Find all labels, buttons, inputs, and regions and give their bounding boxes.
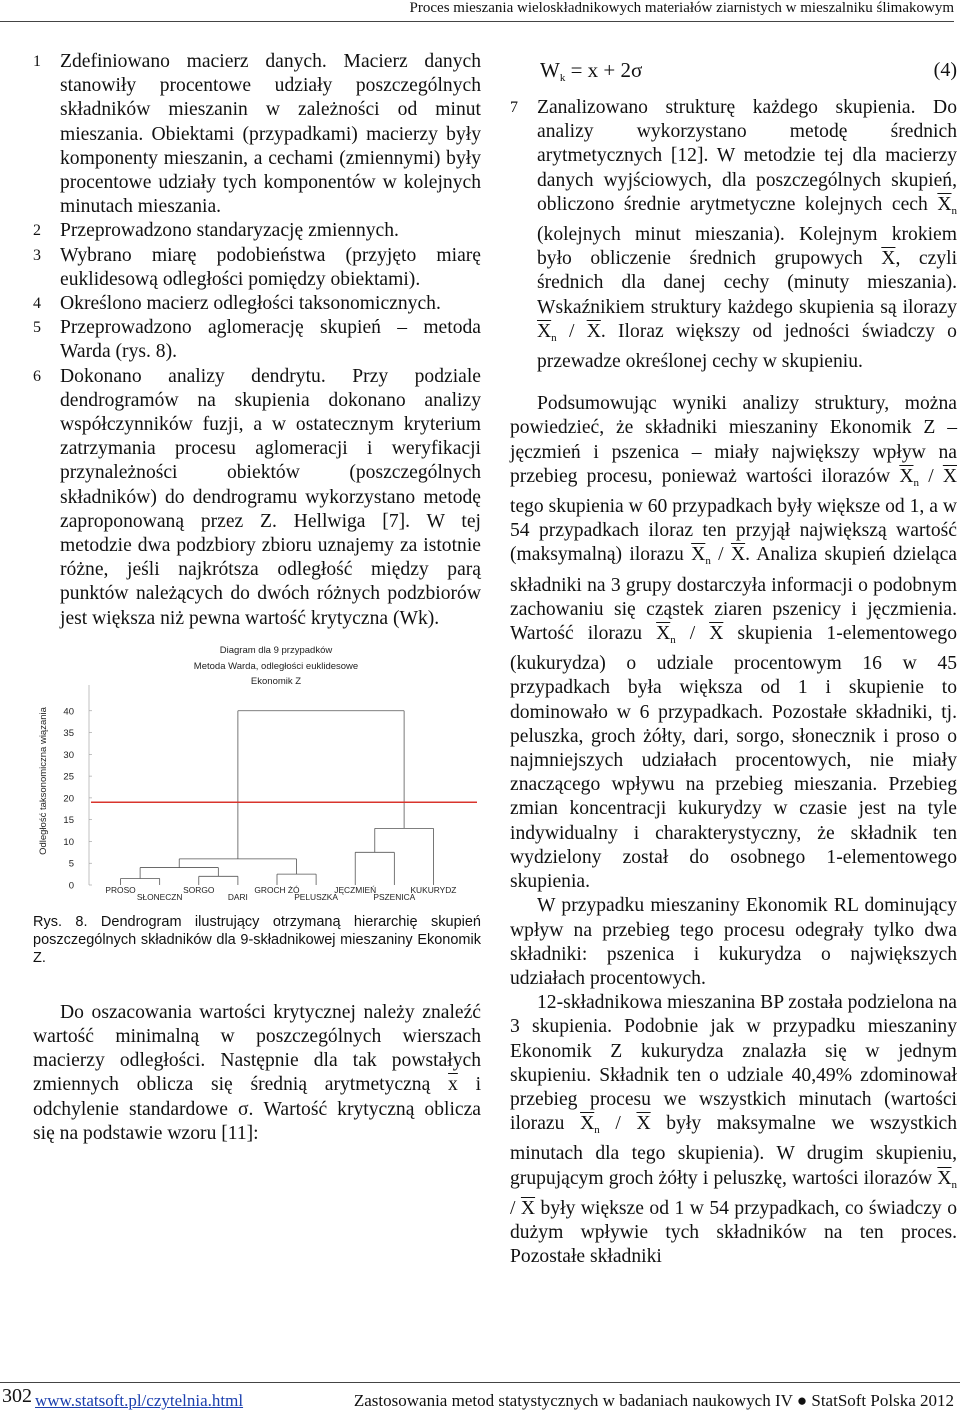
leaf-label: SORGO	[183, 884, 215, 895]
page-footer	[0, 1382, 960, 1416]
chart-subtitle-1: Metoda Warda, odległości euklidesowe	[193, 660, 359, 672]
footer-journal: Zastosowania metod statystycznych w badaniach naukowych IV ● StatSoft Polska 2012	[353, 1391, 954, 1410]
leaf-label: PSZENICA	[373, 891, 416, 902]
formula-expression	[540, 58, 642, 90]
leaf-label: SŁONECZN	[136, 891, 183, 902]
list-text: , czyli średnich dla danej cechy (minuty mieszania). Wskaźnikiem struktury każdego skupienia są ilorazy	[537, 248, 958, 318]
paragraph-summary	[510, 392, 957, 894]
footer-link[interactable]: www.statsoft.pl/czytelnia.html	[35, 1391, 244, 1410]
ratio-symbol: $\overline{X}_n / \overline{X}$	[537, 320, 601, 344]
list-text: . Iloraz większy od jedności świadczy o przewadze określonej cechy w skupieniu.	[537, 320, 957, 373]
dendrogram-chart	[33, 641, 481, 903]
figure-caption: Rys. 8. Dendrogram ilustrujący otrzymaną hierarchię skupień poszczególnych składników dla 9-składnikowej mieszaniny Ekonomik Z.	[33, 913, 481, 966]
list-item-6	[33, 365, 481, 631]
list-item-1	[33, 50, 481, 219]
list-number: 5	[33, 319, 41, 337]
y-axis-label: Odległość taksonomiczna wiązania	[38, 706, 49, 855]
list-number: 3	[33, 246, 41, 264]
ratio-symbol: $\overline{X}_n / \overline{X}$	[691, 544, 746, 568]
ratio-symbol: $\overline{X}_n / \overline{X}$	[656, 623, 724, 647]
ratio-symbol: $\overline{X}_n / \overline{X}$	[899, 465, 957, 489]
right-column	[510, 50, 957, 1269]
paragraph-text: . Analiza skupień dzieląca składniki na 3 grupy dostarczyła informacji o podobnym zachowaniu się cząstek ziaren pszenicy i jęczmienia. Wartość ilorazu	[510, 544, 957, 645]
list-text: Wybrano miarę podobieństwa (przyjęto miarę euklidesową odległości pomiędzy obiektami).	[60, 244, 481, 290]
y-tick-label: 5	[68, 858, 74, 870]
list-text: Dokonano analizy dendrytu. Przy podziale dendrogramów na skupienia dokonano analizy współczynników fuzji, a w ostatecznym kryterium zatrzymania procesu aglomeracji i weryfikacji przynależności obiektów (poszczególnych składników) do dendrogramu wykorzystano metodę zaproponowaną przez Z. Hellwiga [7]. W tej metodzie dwa podzbiory zbioru uznajemy za istotnie różne, jeśli najkrótsza odległość między parą punktów należących do dwóch różnych podzbiorów jest większa niż pewna wartość krytyczna (Wk).	[60, 365, 481, 629]
list-text: Przeprowadzono aglomerację skupień – metoda Warda (rys. 8).	[60, 317, 481, 363]
dendrogram-figure	[33, 641, 481, 903]
leaf-label: KUKURYDZ	[410, 884, 457, 895]
y-tick-label: 0	[68, 880, 74, 892]
page-number: 302	[2, 1385, 32, 1407]
paragraph-text: były większe od 1 w 54 przypadkach, co świadczy o dużym wpływie tych składników na ten proces. Pozostałe składniki	[510, 1197, 957, 1268]
x-group-mean-symbol: $\overline{X}$	[881, 248, 896, 270]
paragraph-text: tego skupienia w 60 przypadkach były większe od 1, a w 54 przypadkach iloraz ten przyjął największą wartość (maksymalną) ilorazu	[510, 496, 957, 566]
list-text: Określono macierz odległości taksonomicznych.	[60, 293, 441, 315]
formula-number: (4)	[933, 59, 957, 81]
left-column	[33, 50, 481, 1146]
paragraph-text: Do oszacowania wartości krytycznej należy znaleźć wartość minimalną w poszczególnych wierszach macierzy odległości. Następnie dla tak powstałych zmiennych oblicza się średnią arytmetyczną	[33, 1001, 481, 1096]
list-text: Zdefiniowano macierz danych. Macierz danych stanowiły procentowe udziały poszczególnych składników mieszanin w zależności od minut mieszania. Obiektami (przypadkami) macierzy były komponenty mieszanin, a cechami (zmiennymi) były procentowe udziały tych komponentów w kolejnych minutach mieszania.	[60, 51, 481, 218]
y-tick-label: 10	[63, 836, 74, 848]
paragraph-text: skupienia 1-elementowego (kukurydza) o udziale procentowym 16 w 45 przypadkach była większa od 1 i skupienie to dominowało w 6 przypadkach. Pozostałe składniki, tj. peluszka, groch żółty, dari, sorgo, słonecznik i proso o najmniejszych udziałach procentowych, nie miały znaczącego wpływu na przebieg mieszania. Przebieg zmian koncentracji kukurydzy w czasie jest na tyle indywidualny i charakterystyczny, że składnik ten wydzielony został do osobnego 1-elementowego skupienia.	[510, 623, 957, 893]
leaf-label: PROSO	[105, 884, 136, 895]
y-tick-label: 25	[63, 771, 74, 783]
formula-4	[510, 50, 957, 90]
list-text: (kolejnych minut mieszania). Kolejnym krokiem było obliczenie średnich grupowych	[537, 224, 957, 270]
paragraph-text: i odchylenie standardowe σ. Wartość krytyczną oblicza się na podstawie wzoru [11]:	[33, 1074, 482, 1144]
list-number: 6	[33, 367, 41, 385]
y-tick-label: 15	[63, 815, 74, 827]
paragraph-text: 12-składnikowa mieszanina BP została podzielona na 3 skupienia. Podobnie jak w przypadku mieszaniny Ekonomik Z kukurydza znalazła się w jednym skupieniu. Składnik ten o udziale 40,49% zdominował przebieg procesu we wszystkich minutach (wartości ilorazu	[510, 992, 957, 1135]
leaf-label: DARI	[227, 891, 248, 902]
leaf-label: JĘCZMIEŃ	[334, 884, 377, 895]
formula-subscript: k	[559, 72, 566, 84]
paragraph-critical-value	[33, 1001, 481, 1146]
list-item-4	[33, 292, 481, 316]
mean-symbol: $\overline{x}$	[448, 1074, 458, 1096]
running-header: Proces mieszania wieloskładnikowych materiałów ziarnistych w mieszalniku ślimakowym	[0, 0, 954, 22]
list-number: 4	[33, 295, 41, 313]
formula-lhs: W	[540, 58, 560, 82]
list-item-5	[33, 316, 481, 364]
y-tick-label: 30	[63, 749, 74, 761]
formula-rhs: = x + 2σ	[570, 58, 643, 82]
list-number: 7	[510, 99, 518, 116]
list-text: Zanalizowano strukturę każdego skupienia. Do analizy wykorzystano metodę średnich arytmetycznych [12]. W metodzie tej dla macierzy danych wyjściowych, dla poszczególnych skupień, obliczono średnie arytmetyczne kolejnych cech	[537, 97, 957, 215]
list-text: Przeprowadzono standaryzację zmiennych.	[60, 220, 399, 242]
chart-subtitle-2: Ekonomik Z	[250, 675, 302, 687]
paragraph-ekonomik-rl: W przypadku mieszaniny Ekonomik RL dominujący wpływ na przebieg tego procesu odegrały tylko dwa składniki: pszenica i kukurydza o największych udziałach procentowych.	[510, 895, 957, 989]
paragraph-text: Podsumowując wyniki analizy struktury, można powiedzieć, że składniki mieszaniny Ekonomik Z – jęczmień i pszenica – miały największy wpływ na przebieg procesu, ponieważ wartości ilorazów	[510, 393, 957, 487]
ratio-symbol: $\overline{X}_n / \overline{X}$	[510, 1167, 957, 1219]
y-tick-label: 20	[63, 793, 74, 805]
paragraph-text: były maksymalne we wszystkich minutach dla tego skupienia). W drugim skupieniu, grupującym groch żółty i peluszkę, wartości ilorazów	[510, 1113, 958, 1189]
y-tick-label: 35	[63, 727, 74, 739]
list-number: 1	[33, 53, 41, 70]
list-item-3	[33, 244, 481, 292]
ratio-symbol: $\overline{X}_n / \overline{X}$	[580, 1113, 651, 1137]
leaf-label: GROCH ŻÓ	[254, 884, 300, 895]
leaf-label: PELUSZKA	[294, 891, 338, 902]
chart-title: Diagram dla 9 przypadków	[219, 644, 333, 656]
paragraph-bp	[510, 991, 957, 1269]
list-item-7	[510, 96, 957, 374]
y-tick-label: 40	[63, 706, 74, 718]
list-number: 2	[33, 222, 41, 240]
list-item-2	[33, 219, 481, 243]
xn-symbol: $\overline{X}_n$	[937, 193, 957, 217]
